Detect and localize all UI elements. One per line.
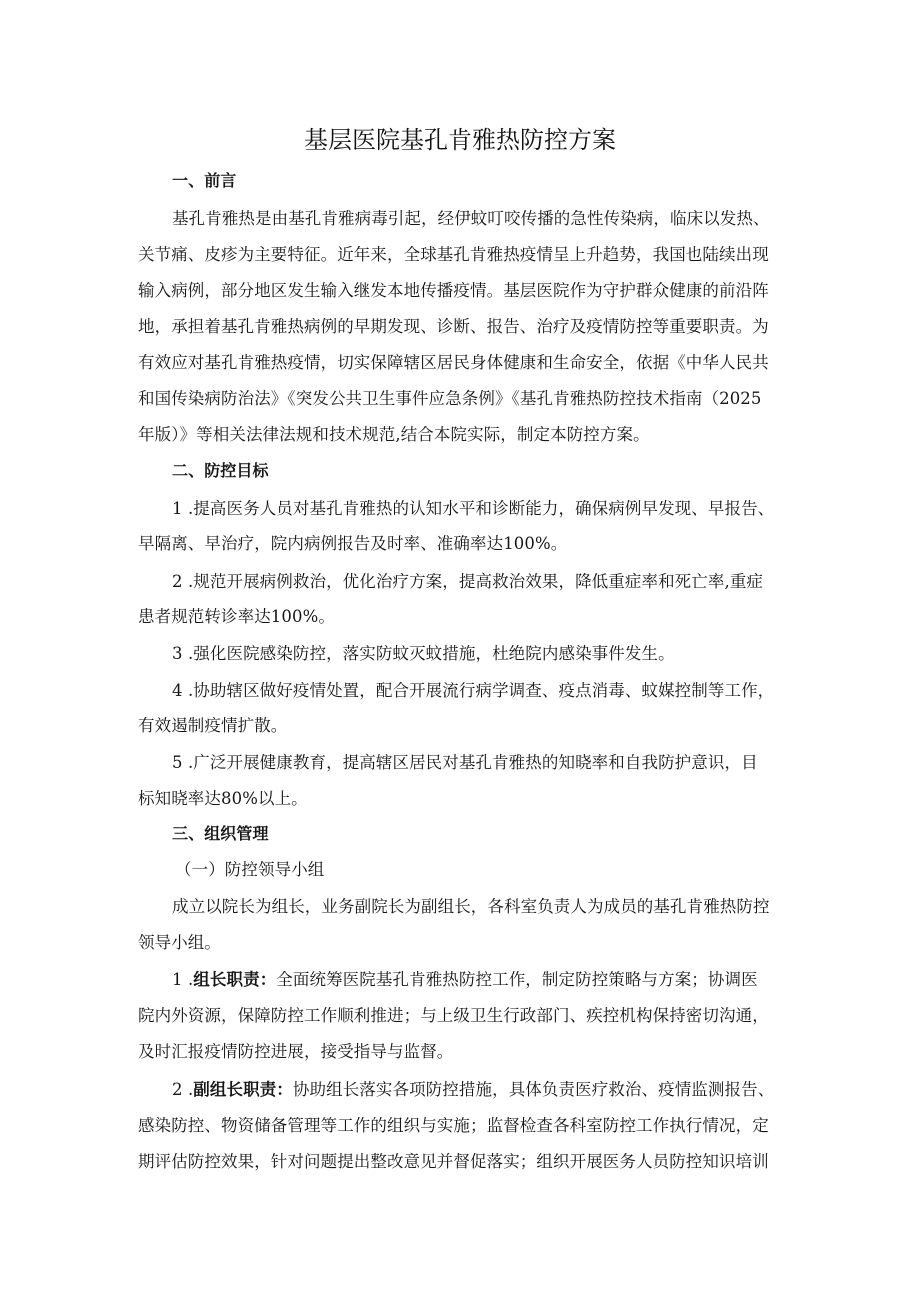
paragraph-line: 关节痛、皮疹为主要特征。近年来，全球基孔肯雅热疫情呈上升趋势，我国也陆续出现: [138, 245, 769, 264]
document-title: 基层医院基孔肯雅热防控方案: [304, 126, 616, 154]
duty-item-2-label: 副组长职责：: [193, 1080, 293, 1099]
paragraph-line: 基孔肯雅热是由基孔肯雅病毒引起，经伊蚊叮咬传播的急性传染病，临床以发热、: [172, 209, 770, 228]
paragraph-line: 年版）》等相关法律法规和技术规范,结合本院实际，制定本防控方案。: [138, 425, 650, 444]
goal-item-5: 5 .广泛开展健康教育，提高辖区居民对基孔肯雅热的知晓率和自我防护意识，目: [172, 753, 758, 772]
paragraph-line: 有效应对基孔肯雅热疫情，切实保障辖区居民身体健康和生命安全，依据《中华人民共: [138, 353, 769, 372]
paragraph-line: 和国传染病防治法》《突发公共卫生事件应急条例》《基孔肯雅热防控技术指南（2025: [138, 389, 762, 408]
section-heading-preface: 一、前言: [172, 171, 237, 190]
duty-item-1-label: 组长职责：: [193, 970, 277, 989]
duty-item-1-cont: 院内外资源，保障防控工作顺利推进；与上级卫生行政部门、疾控机构保持密切沟通，: [138, 1006, 769, 1025]
duty-item-1: [172, 966, 758, 990]
goal-item-3: 3 .强化医院感染防控，落实防蚊灭蚊措施，杜绝院内感染事件发生。: [172, 644, 675, 663]
paragraph-line: 成立以院长为组长，业务副院长为副组长，各科室负责人为成员的基孔肯雅热防控: [172, 897, 770, 916]
duty-item-2-cont: 期评估防控效果，针对问题提出整改意见并督促落实；组织开展医务人员防控知识培训: [138, 1152, 769, 1171]
section-heading-org: 三、组织管理: [172, 824, 269, 843]
duty-item-2: [172, 1076, 774, 1100]
paragraph-line: 领导小组。: [138, 933, 221, 952]
goal-item-2: 2 .规范开展病例救治，优化治疗方案，提高救治效果，降低重症率和死亡率,重症: [172, 572, 764, 591]
goal-item-4: 4 .协助辖区做好疫情处置，配合开展流行病学调查、疫点消毒、蚊媒控制等工作，: [172, 681, 775, 700]
duty-item-2-cont: 感染防控、物资储备管理等工作的组织与实施；监督检查各科室防控工作执行情况，定: [138, 1116, 769, 1135]
subsection-heading: （一）防控领导小组: [175, 860, 325, 879]
paragraph-line: 地，承担着基孔肯雅热病例的早期发现、诊断、报告、治疗及疫情防控等重要职责。为: [138, 317, 769, 336]
goal-item-5-cont: 标知晓率达80%以上。: [138, 789, 308, 808]
goal-item-1-cont: 早隔离、早治疗，院内病例报告及时率、准确率达100%。: [138, 534, 568, 553]
duty-item-1-text: 全面统筹医院基孔肯雅热防控工作，制定防控策略与方案；协调医: [276, 970, 758, 989]
duty-item-1-number: 1 .: [172, 970, 194, 989]
section-heading-goals: 二、防控目标: [172, 461, 269, 480]
duty-item-2-number: 2 .: [172, 1080, 194, 1099]
goal-item-1: 1 .提高医务人员对基孔肯雅热的认知水平和诊断能力，确保病例早发现、早报告、: [172, 499, 775, 518]
paragraph-line: 输入病例，部分地区发生输入继发本地传播疫情。基层医院作为守护群众健康的前沿阵: [138, 281, 769, 300]
duty-item-2-text: 协助组长落实各项防控措施，具体负责医疗救治、疫情监测报告、: [292, 1080, 775, 1099]
duty-item-1-cont: 及时汇报疫情防控进展，接受指导与监督。: [138, 1042, 454, 1061]
goal-item-4-cont: 有效遏制疫情扩散。: [138, 716, 288, 735]
goal-item-2-cont: 患者规范转诊率达100%。: [138, 607, 335, 626]
